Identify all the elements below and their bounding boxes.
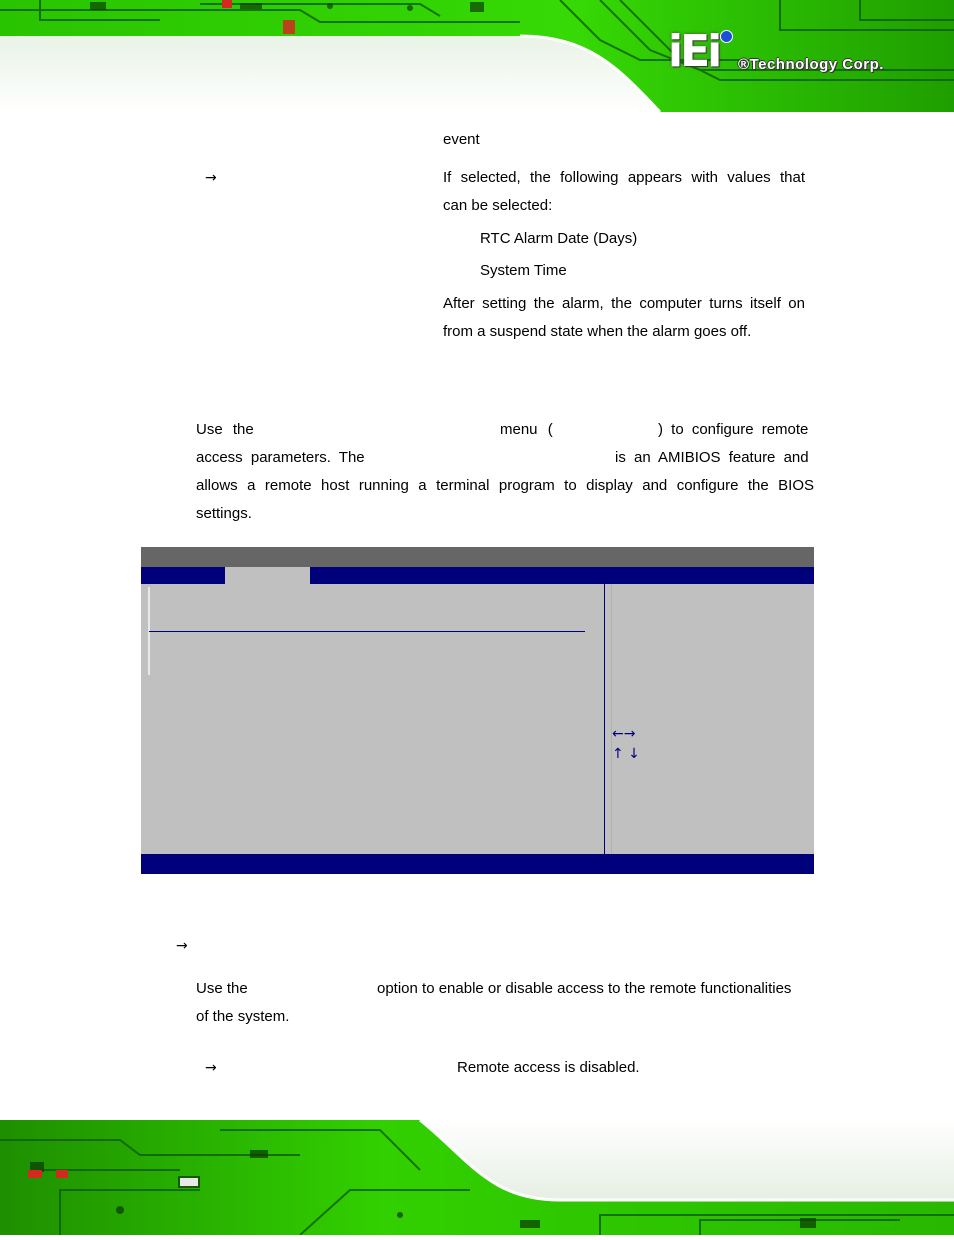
company-logo <box>668 26 938 86</box>
selected-description-line1: If selected, the following appears with values that <box>443 169 805 186</box>
bios-key-up-down-icon: ↑ ↓ <box>612 746 640 762</box>
option-rtc-alarm-date: RTC Alarm Date (Days) <box>480 230 638 247</box>
intro-line2-start: access parameters. The <box>196 449 365 466</box>
intro-line3: allows a remote host running a terminal program to display and configure the BIOS <box>196 477 814 494</box>
brand-name: ®Technology Corp. <box>738 56 884 73</box>
bios-key-left-right-icon: ←→ <box>612 726 636 742</box>
intro-configure: ) to configure remote <box>658 421 809 438</box>
bios-tab-bar <box>141 567 814 584</box>
bios-help-panel-edge <box>611 584 612 854</box>
bullet-arrow-icon: → <box>205 170 217 186</box>
bios-status-bar <box>141 854 814 874</box>
intro-use: Use the <box>196 421 254 438</box>
bios-panel-separator <box>604 584 605 854</box>
bios-screenshot <box>141 547 814 874</box>
bios-divider-rule <box>149 631 585 632</box>
disabled-description: Remote access is disabled. <box>457 1059 640 1076</box>
intro-line2-end: is an AMIBIOS feature and <box>615 449 809 466</box>
bios-title-bar <box>141 547 814 567</box>
remote-description-line1: option to enable or disable access to the remote functionalities <box>377 980 792 997</box>
selected-description-line2: can be selected: <box>443 197 553 214</box>
intro-line4: settings. <box>196 505 252 522</box>
bullet-arrow-icon: → <box>176 938 188 954</box>
event-word: event <box>443 131 480 148</box>
option-system-time: System Time <box>480 262 567 279</box>
remote-use: Use the <box>196 980 248 997</box>
alarm-description-line2: from a suspend state when the alarm goes off. <box>443 323 752 340</box>
intro-menu: menu ( <box>500 421 553 438</box>
bios-active-tab <box>225 567 310 584</box>
circuit-board-footer <box>0 1120 954 1235</box>
remote-description-line2: of the system. <box>196 1008 290 1025</box>
alarm-description-line1: After setting the alarm, the computer turns itself on <box>443 295 805 312</box>
page-footer <box>0 1120 954 1235</box>
logo-dot-icon <box>720 30 733 43</box>
page-header <box>0 0 954 112</box>
logo-mark: iEi <box>668 26 720 77</box>
bullet-arrow-icon: → <box>205 1060 217 1076</box>
